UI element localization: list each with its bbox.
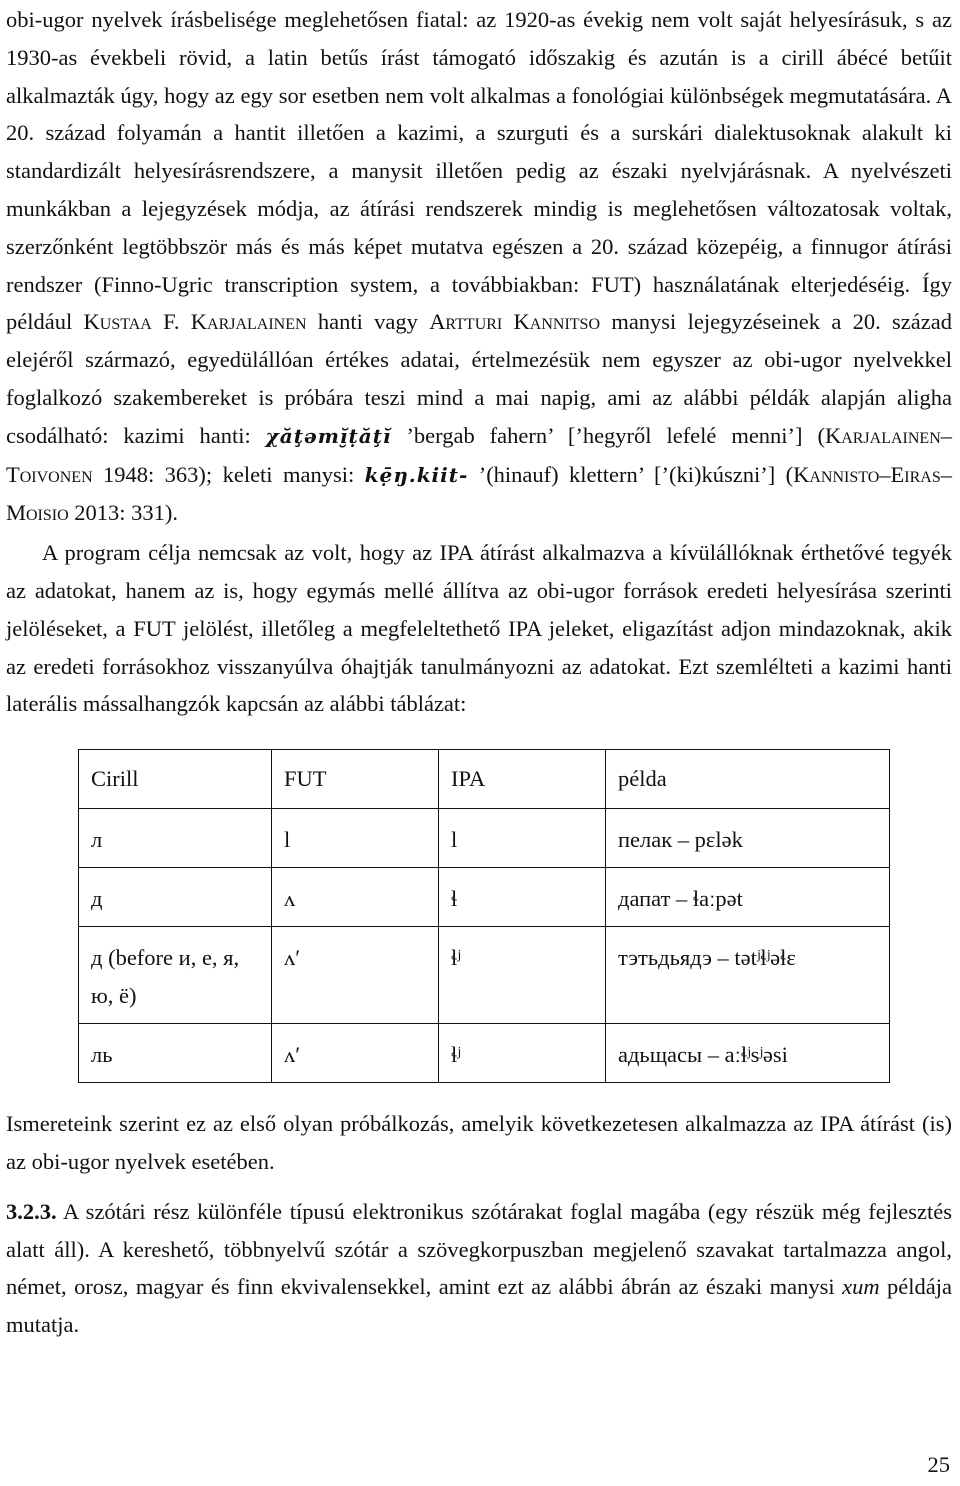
paragraph-1-text-d: ’bergab fahern’ [’hegyről lefelé menni’] ( <box>391 422 825 448</box>
table-cell: ʌ′ <box>272 1024 439 1083</box>
table-cell: д <box>79 868 272 927</box>
table-cell: ɬʲ <box>439 927 606 1024</box>
paragraph-1-text-g: 2013: 331). <box>68 500 179 526</box>
page-body <box>6 0 952 1344</box>
table-cell: ɬ <box>439 868 606 927</box>
table-cell: l <box>272 809 439 868</box>
section-term-xum: xum <box>842 1274 880 1300</box>
paragraph-1-text-b: hanti vagy <box>306 309 430 335</box>
paragraph-1-text-e: 1948: 363); keleti manysi: <box>92 461 365 487</box>
table-cell: д (before и, е, я, ю, ё) <box>79 927 272 1024</box>
table-cell: адьщасы – aːɬʲsʲəsi <box>606 1024 890 1083</box>
table-header-cell: FUT <box>272 750 439 809</box>
paragraph-1-text-a: obi-ugor nyelvek írásbelisége meglehetősen fiatal: az 1920-as évekig nem volt saját helyesírásuk, s az 1930-as évekbeli rövid, a latin betűs írást támogató időszakig és azután is a cirill ábécé betűit alkalmazták úgy, hogy az egy sor esetben nem volt alkalmas a fonológiai különbségek megmutatására. A 20. század folyamán a hantit illetően a kazimi, a szurguti és a surskári dialektusoknak alakult ki standardizált helyesírásrendszere, a manysit illetően pedig az északi nyelvjárásnak. A nyelvészeti munkákban a lejegyzések módja, az átírási rendszerek mindig is meglehetősen változatosak voltak, szerzőnként legtöbbször más és más képet mutatva egészen a 20. század közepéig, a finnugor átírási rendszer (Finno-Ugric transcription system, a továbbiakban: FUT) használatának elterjedéséig. Így például <box>6 7 952 335</box>
page-number: 25 <box>927 1452 950 1477</box>
table-row <box>79 809 890 868</box>
citation-kannisto-eiras-moisio: Kannisto–Eiras–Moisio <box>6 461 952 526</box>
section-text-a: A szótári rész különféle típusú elektronikus szótárakat foglal magába (egy részük még fejlesztés alatt áll). A kereshető, többnyelvű szótár a szövegkorpuszban megjelenő szavakat tartalmazza angol, német, orosz, magyar és finn ekvivalensekkel, amint ezt az alábbi ábrán az északi manysi <box>6 1198 952 1300</box>
table-cell: ʌ <box>272 868 439 927</box>
section-number: 3.2.3. <box>6 1198 57 1224</box>
table-row <box>79 927 890 1024</box>
table-cell: л <box>79 809 272 868</box>
table-cell: дапат – ɬaːpət <box>606 868 890 927</box>
table-header-cell: Cirill <box>79 750 272 809</box>
table-cell: ль <box>79 1024 272 1083</box>
paragraph-1 <box>6 0 952 532</box>
table-header-cell: IPA <box>439 750 606 809</box>
citation-karjalainen-toivonen: Karjalainen–Toivonen <box>6 422 952 487</box>
fut-example-eastern-mansi: kẹ̄ŋ.kiit- <box>364 462 469 487</box>
table-cell: l <box>439 809 606 868</box>
table-header-row <box>79 750 890 809</box>
table-cell: пелак – pɛlək <box>606 809 890 868</box>
table-header-cell: példa <box>606 750 890 809</box>
table-row <box>79 868 890 927</box>
paragraph-3: Ismereteink szerint ez az első olyan próbálkozás, amelyik következetesen alkalmazza az IPA átírást (is) az obi-ugor nyelvek esetében. <box>6 1111 952 1174</box>
section-text-b: példája mutatja. <box>6 1274 953 1338</box>
table-row <box>79 1024 890 1083</box>
table-cell: ʌ′ <box>272 927 439 1024</box>
fut-example-kazimi-hanti: χăţəmĭ̮ṭăţĭ <box>265 423 392 448</box>
lateral-consonants-table <box>78 749 890 1083</box>
author-name-kannitso: Artturi Kannitso <box>429 309 601 335</box>
table-cell: тэтьдьядэ – tətʲɬʲəɬɛ <box>606 927 890 1024</box>
author-name-karjalainen: Kustaa F. Karjalainen <box>83 309 307 335</box>
paragraph-1-text-f: ’(hinauf) klettern’ [’(ki)kúszni’] ( <box>468 461 794 487</box>
table-cell: ɬʲ <box>439 1024 606 1083</box>
paragraph-2: A program célja nemcsak az volt, hogy az IPA átírást alkalmazva a kívülállóknak érthetővé tegyék az adatokat, hanem az is, hogy egymás mellé állítva az obi-ugor források eredeti helyesírása szerinti jelöléseket, a FUT jelölést, illetőleg a megfeleltethető IPA jeleket, eligazítást adjon mindazoknak, akik az eredeti forrásokhoz visszanyúlva óhajtják tanulmányozni az adatokat. Ezt szemlélteti a kazimi hanti laterális mássalhangzók kapcsán az alábbi táblázat: <box>6 540 952 717</box>
section-3-2-3-paragraph <box>6 1193 952 1344</box>
paragraph-1-text-c: manysi lejegyzéseinek a 20. század elejéről származó, egyedülállóan értékes adatai, értelmezésük nem egyszer az obi-ugor nyelvekkel foglalkozó szakembereket is próbára teszi mind a mai napig, ami az alábbi példák alapján aligha csodálható: kazimi hanti: <box>6 309 952 448</box>
